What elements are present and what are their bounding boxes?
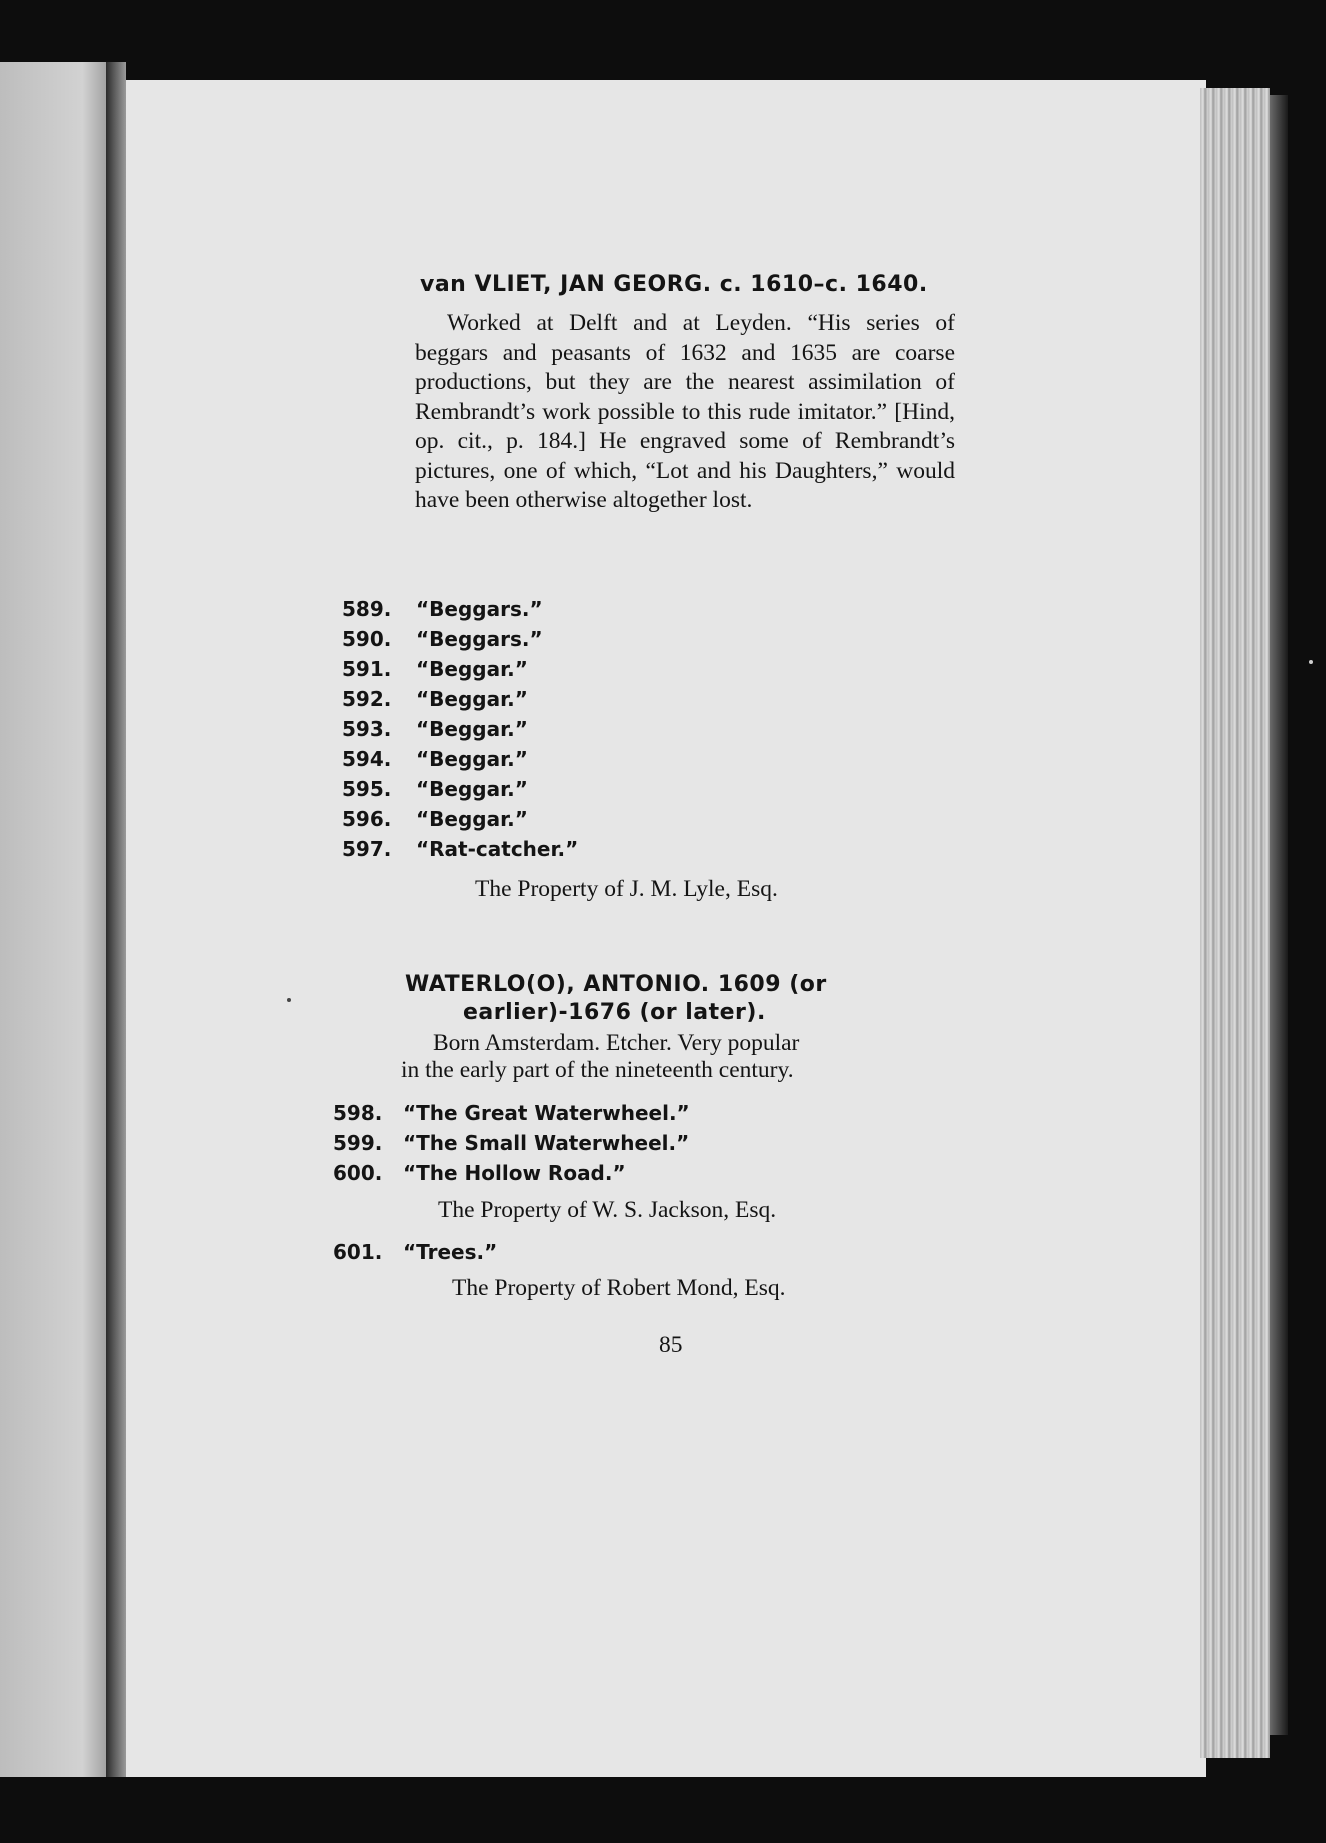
list-item [342,777,528,801]
item-number: 597. [342,837,392,861]
scan-speck [287,998,291,1002]
item-title: “The Great Waterwheel.” [403,1101,690,1125]
item-number: 599. [333,1131,383,1155]
section-description-waterloo-continued: in the early part of the nineteenth century. [401,1057,794,1083]
section-description-van-vliet: Worked at Delft and at Leyden. “His series of beggars and peasants of 1632 and 1635 are coarse productions, but they are the nearest assimilation of Rembrandt’s work possible to this rude imitator.” [Hind, op. cit., p. 184.] He engraved some of Rembrandt’s pictures, one of which, “Lot and his Daughters,” would have been otherwise altogether lost. [415,310,955,513]
item-title: “The Small Waterwheel.” [403,1131,690,1155]
left-page-edge [0,62,118,1777]
section-heading-waterloo-continued: earlier)-1676 (or later). [463,1000,766,1025]
item-title: “Beggar.” [416,657,528,681]
item-title: “Rat-catcher.” [416,837,579,861]
item-number: 590. [342,627,392,651]
item-title: “Beggar.” [416,777,528,801]
list-item [342,747,528,771]
list-item [342,597,543,621]
property-owner: The Property of J. M. Lyle, Esq. [475,876,778,902]
scan-speck [1309,660,1313,664]
item-number: 591. [342,657,392,681]
item-number: 589. [342,597,392,621]
item-number: 593. [342,717,392,741]
item-number: 592. [342,687,392,711]
item-number: 595. [342,777,392,801]
list-item [333,1161,626,1185]
property-owner: The Property of Robert Mond, Esq. [452,1275,786,1301]
list-item [342,807,528,831]
property-owner: The Property of W. S. Jackson, Esq. [438,1197,777,1223]
item-title: “Beggar.” [416,747,528,771]
item-title: “Beggars.” [416,597,543,621]
item-title: “Trees.” [403,1240,498,1264]
item-title: “Beggar.” [416,717,528,741]
list-item [333,1101,690,1125]
item-number: 600. [333,1161,383,1185]
item-title: “Beggar.” [416,807,528,831]
page-edge-shadow [1270,95,1288,1735]
item-number: 594. [342,747,392,771]
list-item [342,627,543,651]
list-item [342,717,528,741]
list-item [342,687,528,711]
list-item [342,837,578,861]
page-number: 85 [659,1332,683,1358]
page-stack-edge [1200,88,1270,1758]
item-title: “Beggar.” [416,687,528,711]
list-item [342,657,528,681]
item-title: “Beggars.” [416,627,543,651]
item-number: 596. [342,807,392,831]
item-number: 598. [333,1101,383,1125]
item-title: “The Hollow Road.” [403,1161,626,1185]
list-item [333,1240,497,1264]
section-heading-waterloo: WATERLO(O), ANTONIO. 1609 (or [405,972,827,997]
section-description-waterloo: Born Amsterdam. Etcher. Very popular [433,1030,800,1056]
book-gutter [106,62,126,1777]
list-item [333,1131,689,1155]
item-number: 601. [333,1240,383,1264]
section-heading-van-vliet: van VLIET, JAN GEORG. c. 1610–c. 1640. [420,272,928,297]
